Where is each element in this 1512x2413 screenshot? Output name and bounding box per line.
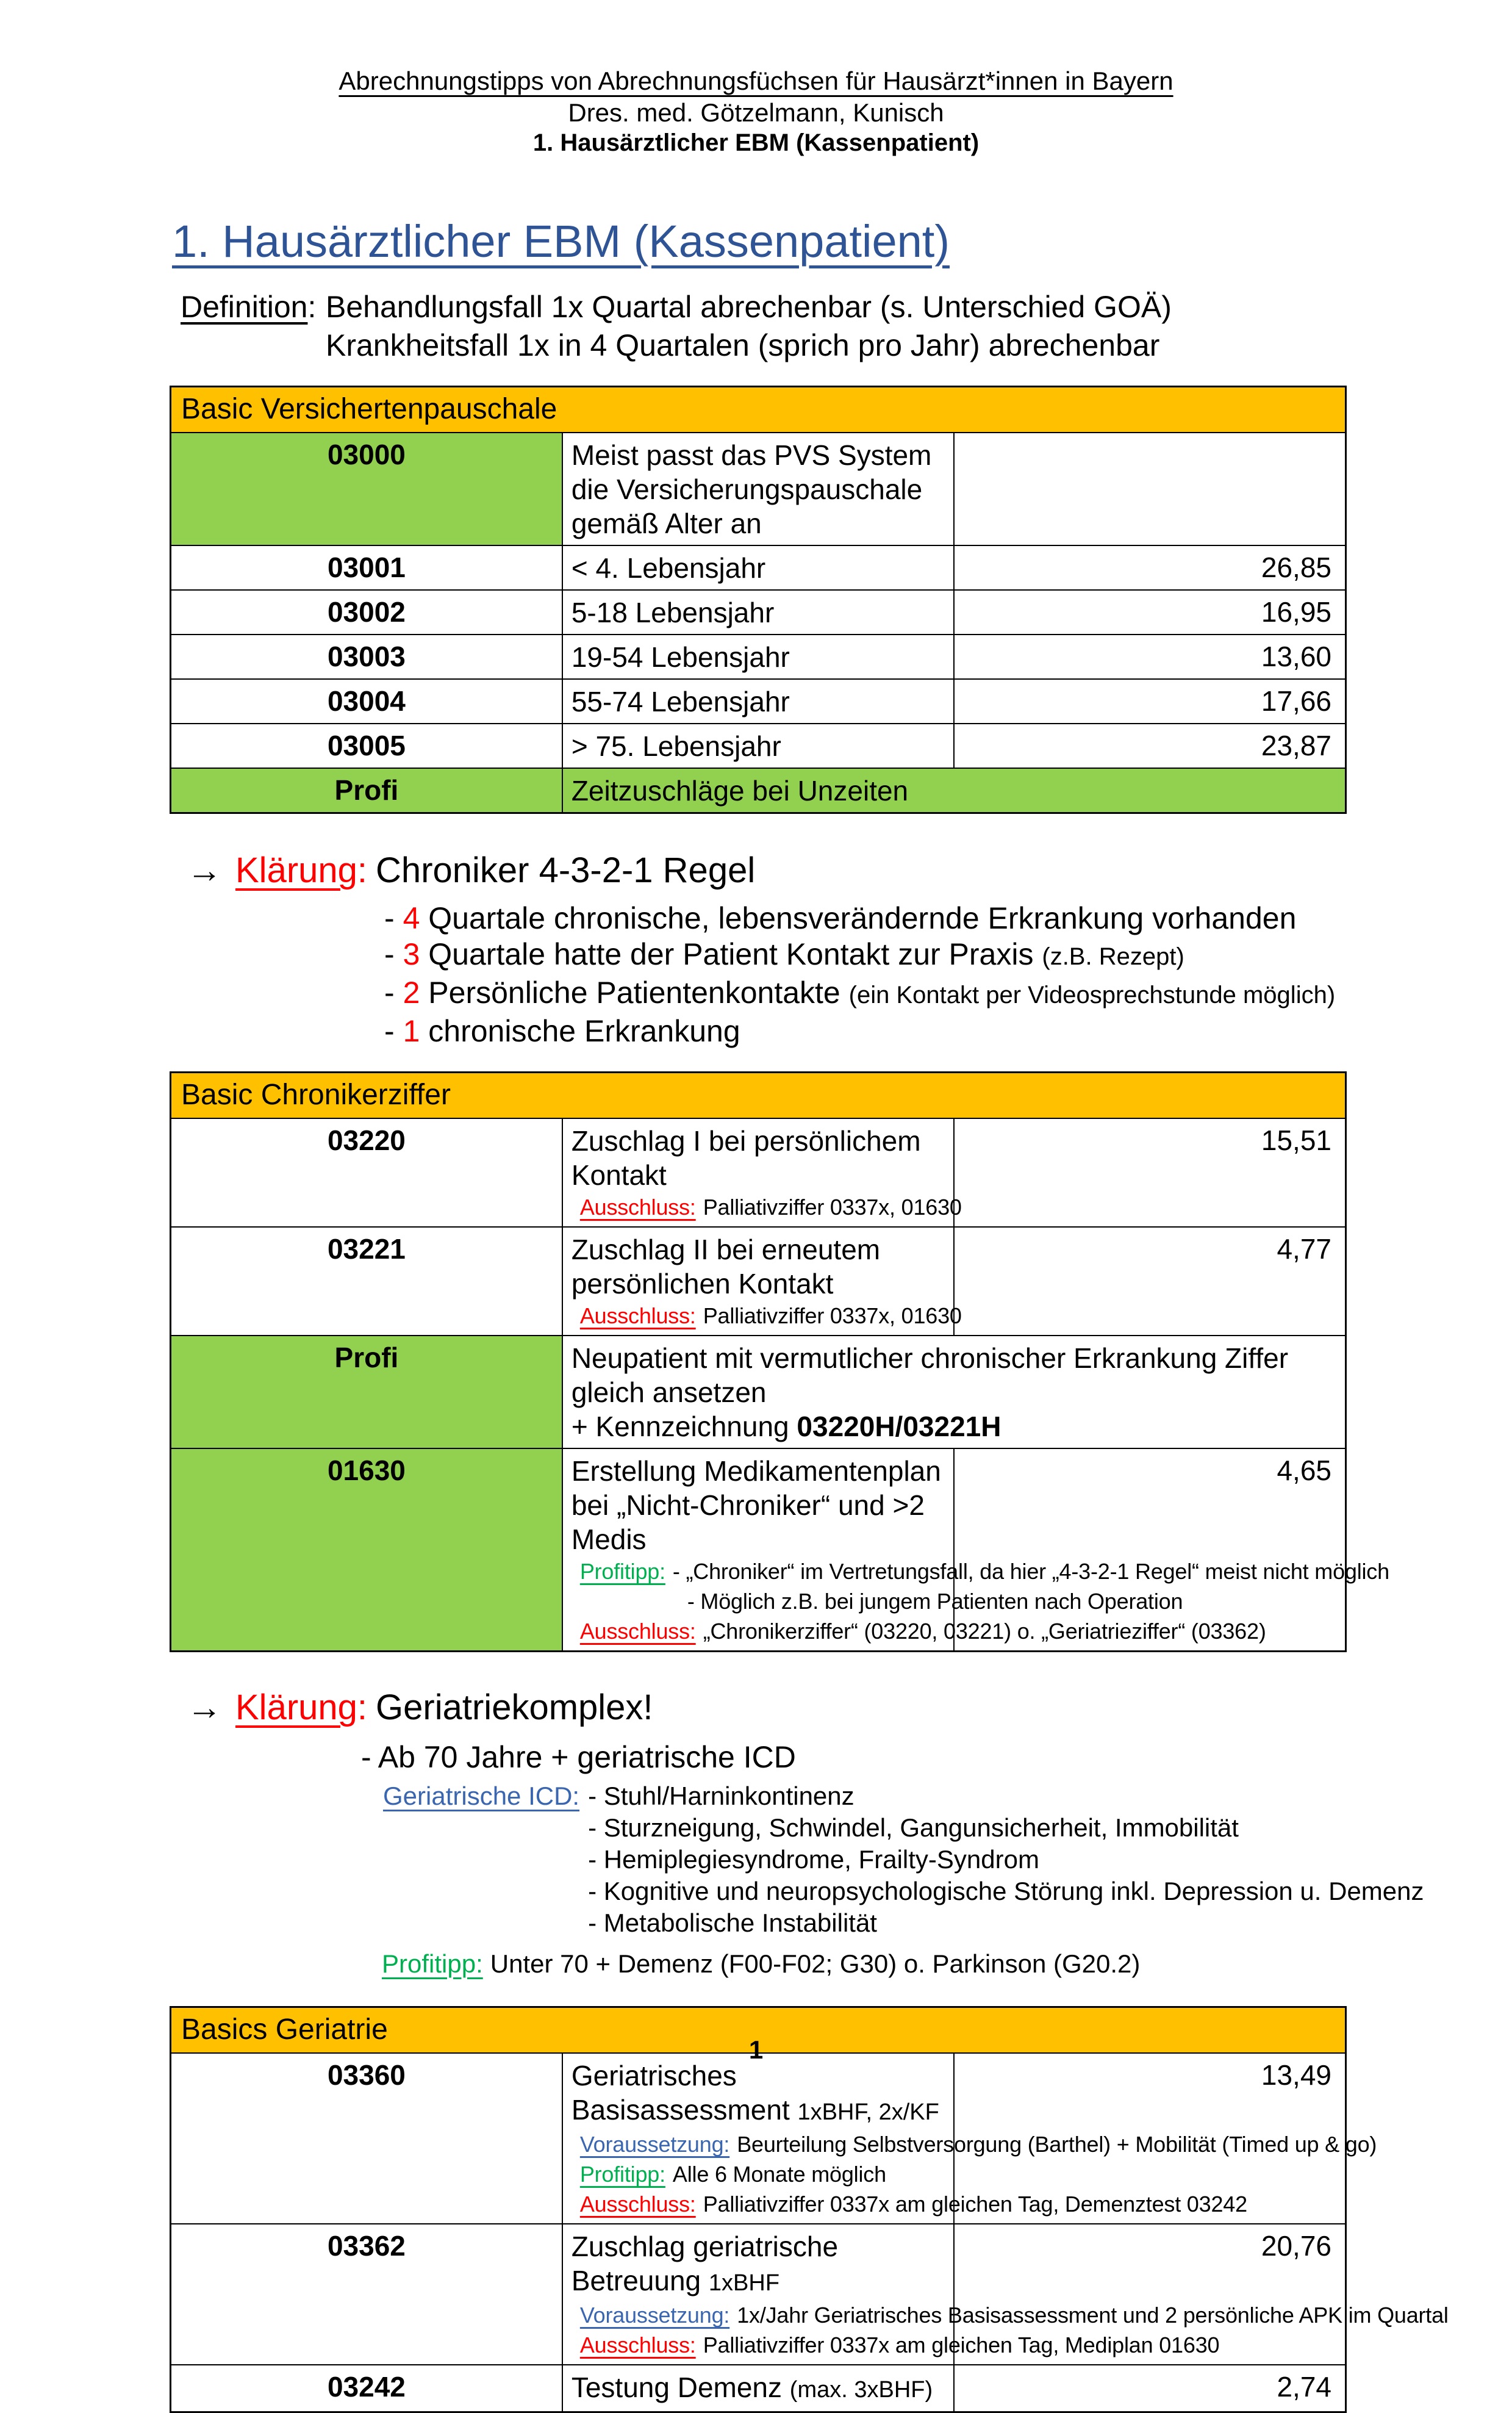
- ausschluss-line: [571, 1301, 962, 1331]
- icd-item: - Stuhl/Harninkontinenz: [588, 1782, 855, 1810]
- klaerung-label: Klärung: [235, 1688, 357, 1727]
- icd-item: - Sturzneigung, Schwindel, Gangunsicherheit, Immobilität: [588, 1813, 1239, 1842]
- doc-header-subtitle: 1. Hausärztlicher EBM (Kassenpatient): [532, 129, 980, 156]
- definition-line-2: [181, 326, 1512, 365]
- ausschluss-line: [571, 1192, 962, 1222]
- fee-description: < 4. Lebensjahr: [562, 545, 954, 590]
- voraussetzung-label: Voraussetzung:: [579, 2132, 730, 2157]
- fee-row-01630: [171, 1448, 1346, 1652]
- ausschluss-label: Ausschluss:: [579, 2332, 696, 2357]
- fee-description-suffix: 1xBHF: [708, 2270, 780, 2296]
- fee-description: Geriatrisches Basisassessment 1xBHF, 2x/KF: [571, 2060, 939, 2126]
- fee-price: 20,76: [954, 2224, 1345, 2365]
- fee-code: 03004: [171, 679, 562, 724]
- fee-price: 2,74: [954, 2365, 1345, 2412]
- ausschluss-label: Ausschluss:: [579, 2192, 696, 2217]
- icd-item: - Metabolische Instabilität: [588, 1908, 877, 1937]
- profitipp-label: Profitipp:: [579, 2162, 665, 2187]
- definition-text-2: Krankheitsfall 1x in 4 Quartalen (sprich pro Jahr) abrechenbar: [326, 328, 1160, 362]
- definition-text-1: Behandlungsfall 1x Quartal abrechenbar (s. Unterschied GOÄ): [326, 290, 1172, 324]
- fee-price: 13,49: [954, 2053, 1345, 2224]
- page-number: 1: [748, 2035, 764, 2064]
- fee-row-03004: [171, 679, 1346, 724]
- rule-number: 4: [403, 901, 420, 935]
- rule-note: (z.B. Rezept): [1042, 943, 1184, 970]
- profitipp-text: Unter 70 + Demenz (F00-F02; G30) o. Parkinson (G20.2): [490, 1949, 1141, 1978]
- fee-price: 26,85: [954, 545, 1345, 590]
- fee-code: 03242: [171, 2365, 562, 2412]
- profi-label: Profi: [171, 1336, 562, 1448]
- fee-description: Testung Demenz (max. 3xBHF): [571, 2372, 933, 2403]
- fee-row-03001: [171, 545, 1346, 590]
- ausschluss-line: [571, 2189, 1247, 2219]
- profitipp-label: Profitipp:: [579, 1559, 665, 1584]
- fee-price: 4,77: [954, 1227, 1345, 1336]
- profitipp-line: [571, 1556, 1389, 1586]
- ausschluss-text: Palliativziffer 0337x am gleichen Tag, Demenztest 03242: [703, 2192, 1247, 2217]
- ausschluss-text: Palliativziffer 0337x am gleichen Tag, Mediplan 01630: [703, 2332, 1220, 2357]
- ausschluss-label: Ausschluss:: [579, 1195, 696, 1220]
- fee-price: 4,65: [954, 1448, 1345, 1652]
- fee-row-03000: [171, 433, 1346, 545]
- fee-price: 13,60: [954, 635, 1345, 679]
- voraussetzung-line: [571, 2129, 1377, 2159]
- table-basics-geriatrie: [170, 2006, 1449, 2413]
- geriatrie-rule-line: - Ab 70 Jahre + geriatrische ICD: [361, 1740, 796, 1774]
- fee-description-suffix: (max. 3xBHF): [789, 2377, 933, 2403]
- rule-bullet-1: - 1 chronische Erkrankung: [384, 1014, 740, 1048]
- profitipp-text: - „Chroniker“ im Vertretungsfall, da hier „4-3-2-1 Regel“ meist nicht möglich: [672, 1559, 1389, 1584]
- table-basic-chronikerziffer: [170, 1071, 1389, 1652]
- rule-bullet-2: - 2 Persönliche Patientenkontakte (ein Kontakt per Videosprechstunde möglich): [384, 976, 1336, 1010]
- rule-bullet-3: - 3 Quartale hatte der Patient Kontakt zur Praxis (z.B. Rezept): [384, 937, 1184, 971]
- fee-row-03003: [171, 635, 1346, 679]
- voraussetzung-text: Beurteilung Selbstversorgung (Barthel) + Mobilität (Timed up & go): [737, 2132, 1377, 2157]
- rule-bullet-4: - 4 Quartale chronische, lebensverändernde Erkrankung vorhanden: [384, 901, 1297, 935]
- doc-header: [0, 0, 1512, 157]
- ausschluss-label: Ausschluss:: [579, 1619, 696, 1644]
- icd-item: - Kognitive und neuropsychologische Störung inkl. Depression u. Demenz: [588, 1877, 1424, 1905]
- ausschluss-text: Palliativziffer 0337x, 01630: [703, 1195, 962, 1220]
- fee-description: 19-54 Lebensjahr: [562, 635, 954, 679]
- fee-row-03242: [171, 2365, 1346, 2412]
- fee-description: Zuschlag geriatrische Betreuung 1xBHF: [571, 2231, 839, 2296]
- page-title: 1. Hausärztlicher EBM (Kassenpatient): [172, 216, 950, 267]
- rule-note: (ein Kontakt per Videosprechstunde möglich): [848, 982, 1336, 1009]
- fee-code: 03362: [171, 2224, 562, 2365]
- fee-description: Erstellung Medikamentenplan bei „Nicht-Chroniker“ und >2 Medis: [571, 1455, 941, 1555]
- ausschluss-label: Ausschluss:: [579, 1303, 696, 1328]
- rule-number: 3: [403, 937, 420, 971]
- profitipp-line: [571, 2159, 950, 2189]
- profi-row: [171, 768, 1346, 813]
- fee-row-03360: [171, 2053, 1346, 2224]
- fee-row-03002: [171, 590, 1346, 635]
- profi-description: Neupatient mit vermutlicher chronischer Erkrankung Ziffer gleich ansetzen: [571, 1342, 1289, 1408]
- klaerung-chroniker-heading: → Klärung: Chroniker 4-3-2-1 Regel: [187, 850, 756, 890]
- definition-label: Definition: [181, 290, 308, 324]
- doc-header-title: Abrechnungstipps von Abrechnungsfüchsen für Hausärzt*innen in Bayern: [339, 67, 1173, 95]
- fee-price: 15,51: [954, 1118, 1345, 1227]
- ausschluss-line: [571, 2330, 1220, 2360]
- rule-text: chronische Erkrankung: [428, 1014, 740, 1048]
- fee-description: 5-18 Lebensjahr: [562, 590, 954, 635]
- fee-code: 03360: [171, 2053, 562, 2224]
- section-header-label: Basic Chronikerziffer: [171, 1073, 1346, 1119]
- voraussetzung-text: 1x/Jahr Geriatrisches Basisassessment und 2 persönliche APK im Quartal: [737, 2303, 1449, 2328]
- rule-text: Quartale chronische, lebensverändernde Erkrankung vorhanden: [428, 901, 1297, 935]
- rule-text: Persönliche Patientenkontakte: [428, 976, 840, 1010]
- fee-description: > 75. Lebensjahr: [562, 724, 954, 768]
- fee-row-03221: [171, 1227, 1346, 1336]
- ausschluss-line: [571, 1616, 1266, 1646]
- profitipp-label: Profitipp:: [382, 1949, 483, 1978]
- fee-code: 03002: [171, 590, 562, 635]
- fee-price: 16,95: [954, 590, 1345, 635]
- definition-line-1: [181, 288, 1512, 326]
- profi-label: Profi: [171, 768, 562, 813]
- geriatrie-profitipp-line: [382, 1947, 1512, 1980]
- rule-text: Quartale hatte der Patient Kontakt zur Praxis: [428, 937, 1034, 971]
- klaerung-heading-text: Chroniker 4-3-2-1 Regel: [376, 850, 756, 890]
- profi-description: Zeitzuschläge bei Unzeiten: [562, 768, 1346, 813]
- fee-code: 03001: [171, 545, 562, 590]
- right-arrow-icon: →: [187, 1688, 222, 1727]
- icd-item: - Hemiplegiesyndrome, Frailty-Syndrom: [588, 1845, 1039, 1874]
- section-header-label: Basic Versichertenpauschale: [171, 387, 1346, 433]
- klaerung-geriatrie-heading: → Klärung: Geriatriekomplex!: [187, 1688, 653, 1727]
- definition-colon: :: [307, 290, 317, 324]
- fee-price: 23,87: [954, 724, 1345, 768]
- fee-code: 03003: [171, 635, 562, 679]
- profi-row: [171, 1336, 1346, 1448]
- klaerung-heading-text: Geriatriekomplex!: [376, 1688, 653, 1727]
- fee-code: 03000: [171, 433, 562, 545]
- profitipp-line-2: - Möglich z.B. bei jungem Patienten nach Operation: [687, 1589, 1183, 1614]
- table-basic-versichertenpauschale: [170, 386, 1347, 814]
- voraussetzung-line: [571, 2300, 1449, 2330]
- section-header-label: Basics Geriatrie: [171, 2007, 1346, 2054]
- fee-row-03005: [171, 724, 1346, 768]
- right-arrow-icon: →: [187, 850, 222, 890]
- fee-description-suffix: 1xBHF, 2x/KF: [797, 2099, 939, 2125]
- chroniker-rules: [384, 901, 1512, 1049]
- profi-description-2: + Kennzeichnung 03220H/03221H: [571, 1411, 1001, 1442]
- definition-block: [181, 288, 1512, 365]
- fee-description: Zuschlag I bei persönlichem Kontakt: [571, 1125, 921, 1191]
- fee-description: 55-74 Lebensjahr: [562, 679, 954, 724]
- doc-header-authors: Dres. med. Götzelmann, Kunisch: [568, 98, 944, 127]
- rule-number: 2: [403, 976, 420, 1010]
- fee-code: 03005: [171, 724, 562, 768]
- section-header-row: [171, 387, 1346, 433]
- fee-description: Zuschlag II bei erneutem persönlichen Kontakt: [571, 1234, 881, 1300]
- geriatric-icd-block: [383, 1780, 1512, 1939]
- marker-codes: 03220H/03221H: [797, 1411, 1001, 1442]
- voraussetzung-label: Voraussetzung:: [579, 2303, 730, 2328]
- fee-code: 01630: [171, 1448, 562, 1652]
- klaerung-label: Klärung: [235, 850, 357, 890]
- fee-code: 03220: [171, 1118, 562, 1227]
- fee-price: 17,66: [954, 679, 1345, 724]
- ausschluss-text: „Chronikerziffer“ (03220, 03221) o. „Geriatrieziffer“ (03362): [703, 1619, 1266, 1644]
- ausschluss-text: Palliativziffer 0337x, 01630: [703, 1303, 962, 1328]
- profitipp-text: Alle 6 Monate möglich: [672, 2162, 886, 2187]
- geriatric-icd-label: Geriatrische ICD:: [383, 1782, 580, 1810]
- fee-price: [954, 433, 1345, 545]
- section-header-row: [171, 1073, 1346, 1119]
- fee-row-03220: [171, 1118, 1346, 1227]
- fee-code: 03221: [171, 1227, 562, 1336]
- rule-number: 1: [403, 1014, 420, 1048]
- fee-row-03362: [171, 2224, 1346, 2365]
- fee-description: Meist passt das PVS System die Versicherungspauschale gemäß Alter an: [562, 433, 954, 545]
